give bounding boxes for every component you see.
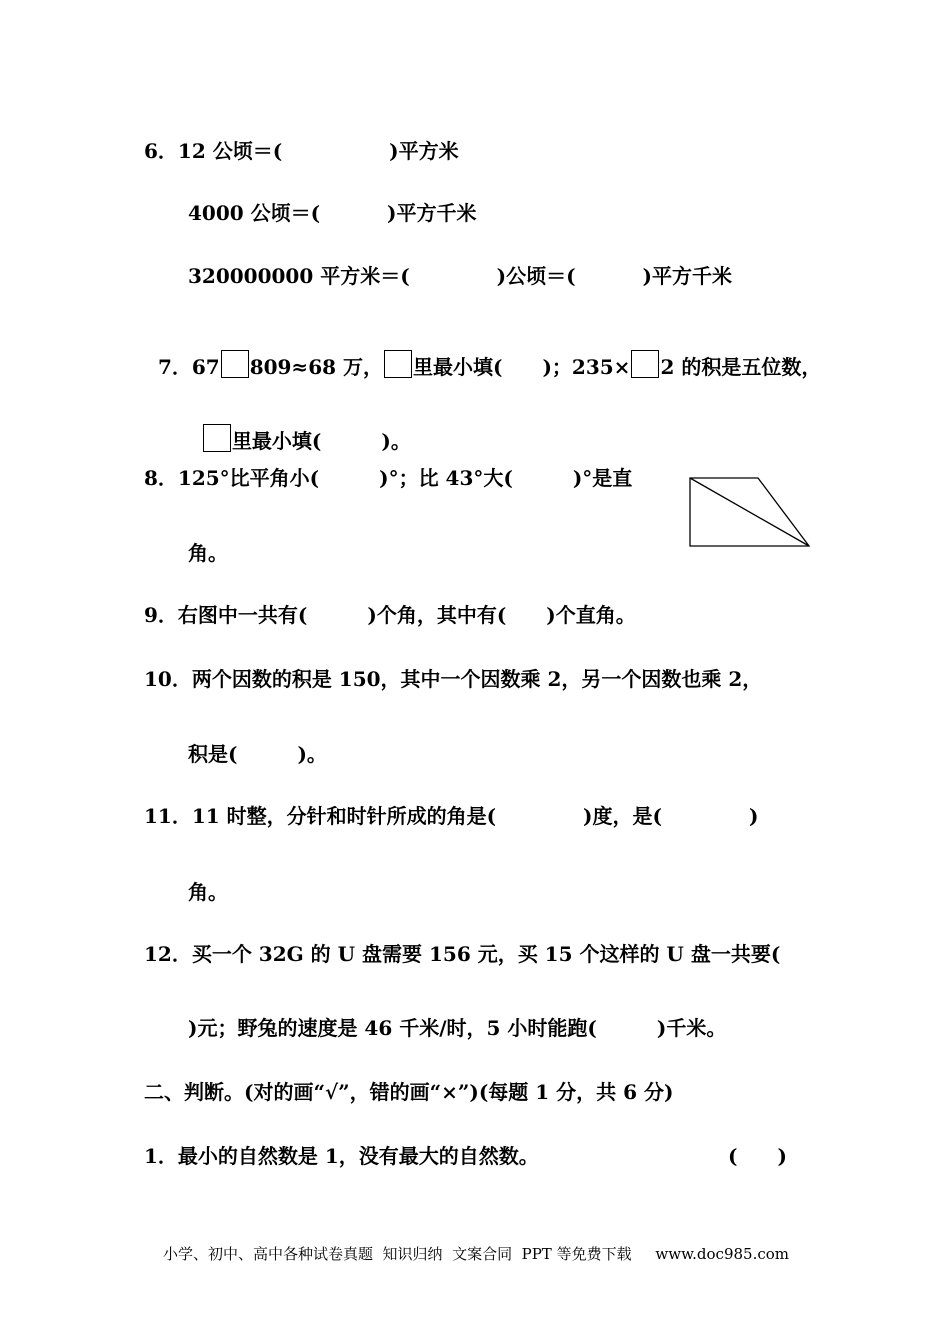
q11-line2: 角。 [188,880,228,904]
answer-box[interactable] [631,350,659,378]
answer-box[interactable] [203,424,231,452]
q7-part-a: 7．67 [157,355,220,379]
q8-line2: 角。 [188,541,228,565]
q7-part-c: 里最小填( )；235× [413,355,631,379]
footer-text: 小学、初中、高中各种试卷真题 知识归纳 文案合同 PPT 等免费下载 www.doc985.com [163,1245,790,1263]
judge1-bracket[interactable]: ( ) [728,1144,787,1168]
q7-line2 [188,396,411,455]
answer-box[interactable] [221,350,249,378]
judge1-text: 1．最小的自然数是 1，没有最大的自然数。 [144,1144,539,1168]
q10-line1: 10．两个因数的积是 150，其中一个因数乘 2，另一个因数也乘 2， [144,667,763,691]
answer-box[interactable] [384,350,412,378]
q8-line1: 8．125°比平角小( )°；比 43°大( )°是直 [144,466,633,490]
trapezoid-figure [688,476,812,550]
q6-line1: 6．12 公顷＝( )平方米 [144,139,459,163]
q7-part-b: 809≈68 万， [249,355,383,379]
q10-line2: 积是( )。 [188,742,327,766]
q9-line1: 9．右图中一共有( )个角，其中有( )个直角。 [144,603,636,627]
q7-line2-text: 里最小填( )。 [231,429,411,453]
q11-line1: 11．11 时整，分针和时针所成的角是( )度，是( ) [144,804,759,828]
q12-line2: )元；野兔的速度是 46 千米/时，5 小时能跑( )千米。 [188,1016,727,1040]
q7-part-d: 2 的积是五位数， [660,355,822,379]
section2-heading: 二、判断。(对的画“√”，错的画“×”)(每题 1 分，共 6 分) [144,1080,674,1104]
q6-line3: 320000000 平方米＝( )公顷＝( )平方千米 [188,264,732,288]
q12-line1: 12．买一个 32G 的 U 盘需要 156 元，买 15 个这样的 U 盘一共要( [144,942,781,966]
q6-line2: 4000 公顷＝( )平方千米 [188,201,477,225]
q7-line1 [144,322,821,381]
